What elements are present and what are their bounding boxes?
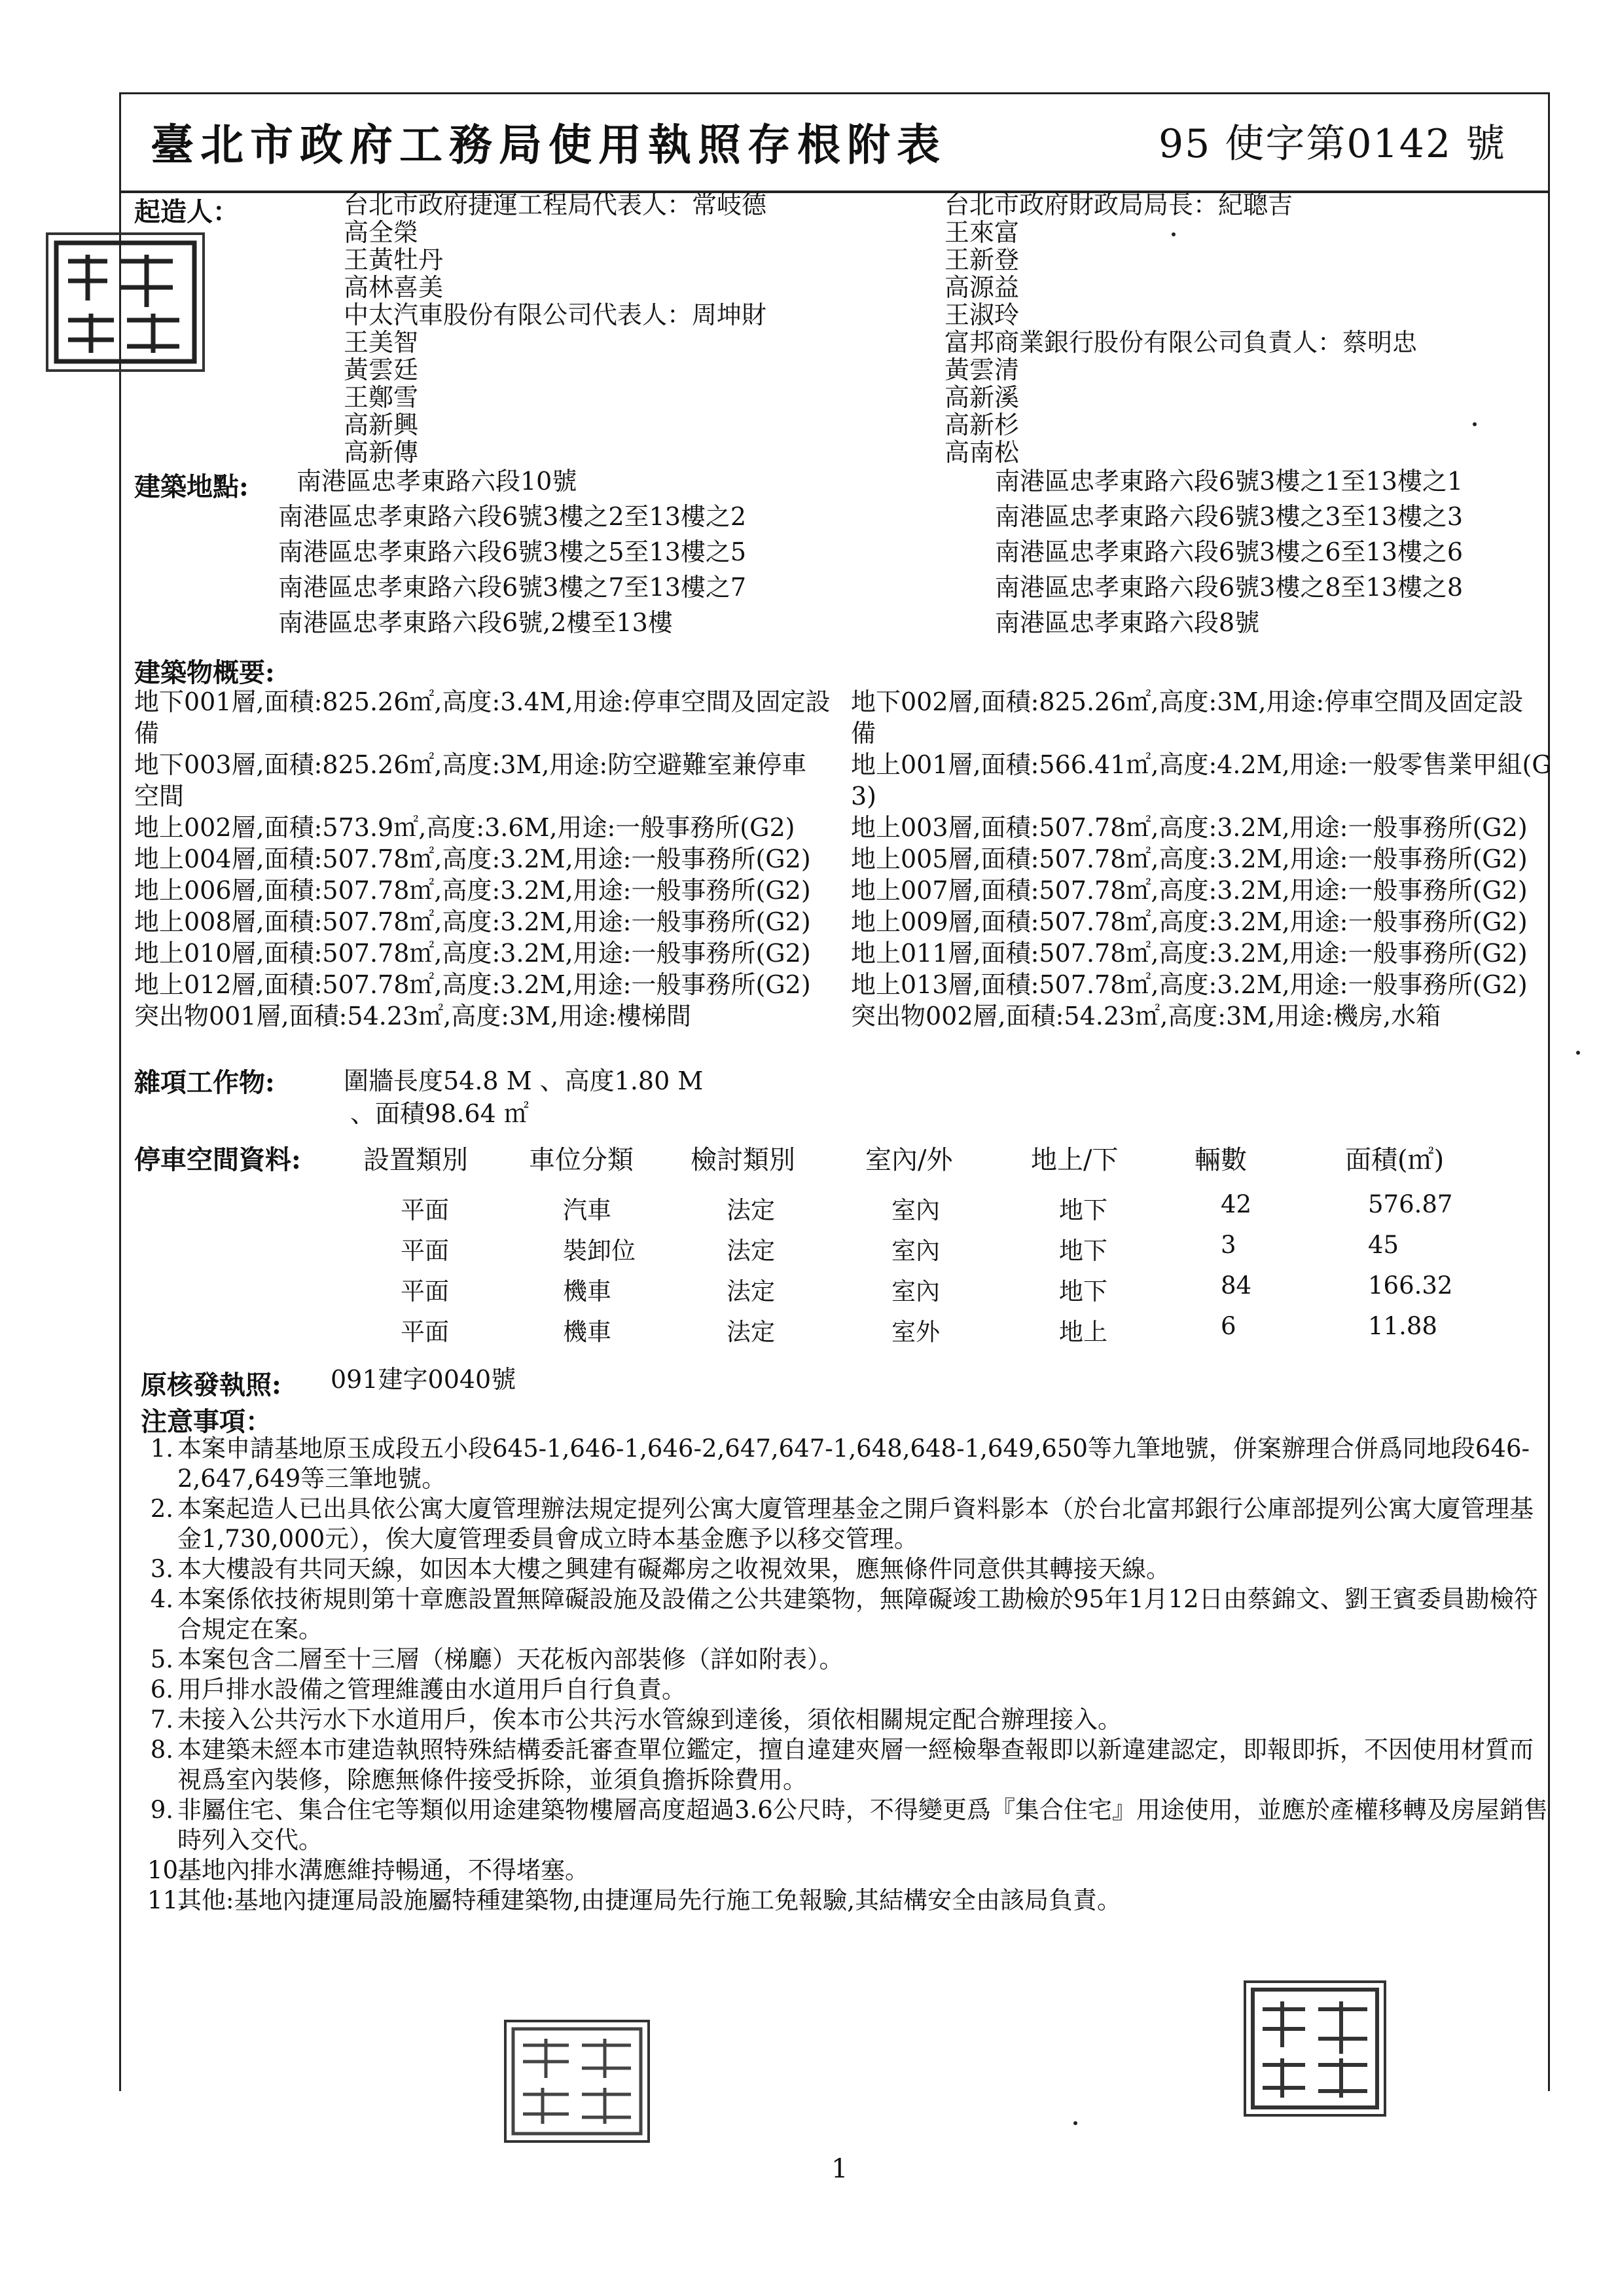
table-cell: 6 [1221,1312,1236,1340]
parking-header: 地上/下 [1031,1145,1119,1175]
floor-entry: 地上011層,面積:507.78㎡,高度:3.2M,用途:一般事務所(G2) [851,939,1528,968]
applicant-name: 高全榮 [344,218,419,247]
original-permit-label: 原核發執照: [141,1370,281,1400]
parking-header: 設置類別 [363,1145,468,1175]
applicant-name: 高林喜美 [344,273,444,302]
seal-stamp-bottom-right [1244,1980,1386,2117]
scan-speck [1172,232,1176,236]
notes-label: 注意事項： [141,1406,272,1437]
table-cell: 法定 [727,1318,775,1346]
scan-speck [1473,422,1477,426]
parking-header: 車位分類 [529,1145,634,1175]
list-item: 11. 其他:基地內捷運局設施屬特種建築物,由捷運局先行施工免報驗,其結構安全由該局負責。 [147,1886,1121,1914]
table-cell: 平面 [401,1318,449,1346]
location-item: 南港區忠孝東路六段6號3樓之6至13樓之6 [995,538,1464,566]
table-cell: 3 [1221,1231,1236,1259]
floor-entry: 地上012層,面積:507.78㎡,高度:3.2M,用途:一般事務所(G2) [134,970,811,999]
table-cell: 室內 [891,1237,940,1265]
location-item: 南港區忠孝東路六段6號,2樓至13樓 [278,608,673,637]
location-item: 南港區忠孝東路六段8號 [995,608,1260,637]
table-cell: 室外 [891,1318,940,1346]
floor-entry: 備 [134,719,160,748]
applicant-name: 中太汽車股份有限公司代表人：周坤財 [344,301,767,329]
applicant-name: 高新傳 [344,438,419,467]
original-permit-value: 091建字0040號 [331,1365,516,1394]
location-label: 建築地點: [134,471,249,502]
notes-list [147,1434,1548,1916]
table-cell: 地下 [1059,1277,1107,1305]
permit-number: 95 使字第0142 號 [1159,121,1507,167]
applicants-right-list [944,191,1417,466]
list-item: 8. 本建築未經本市建造執照特殊結構委託審查單位鑑定，擅自違建夾層一經檢舉查報即以新違建認定，即報即拆，不因使用材質而視爲室內裝修，除應無條件接受拆除，並須負擔拆除費用。 [150,1736,1534,1794]
floor-entry: 地上003層,面積:507.78㎡,高度:3.2M,用途:一般事務所(G2) [851,813,1528,842]
seal-stamp-left [46,232,205,372]
floor-entry: 突出物001層,面積:54.23㎡,高度:3M,用途:樓梯間 [134,1002,692,1030]
table-cell: 室內 [891,1277,940,1305]
overview-label: 建築物概要: [134,657,275,688]
list-item: 7. 未接入公共污水下水道用戶，俟本市公共污水管線到達後，須依相關規定配合辦理接入。 [150,1705,1122,1734]
floor-entry: 地上009層,面積:507.78㎡,高度:3.2M,用途:一般事務所(G2) [851,907,1528,936]
applicant-name: 台北市政府財政局局長：紀聰吉 [944,191,1293,219]
list-item: 1. 本案申請基地原玉成段五小段645-1,646-1,646-2,647,647-1,648,648-1,649,650等九筆地號，併案辦理合併爲同地段646-2,647,649等三筆地號。 [150,1434,1530,1493]
table-cell: 地下 [1059,1196,1107,1224]
location-item: 南港區忠孝東路六段6號3樓之8至13樓之8 [995,573,1464,602]
table-cell: 汽車 [563,1196,611,1224]
table-cell: 576.87 [1368,1190,1453,1218]
applicants-left-list [344,191,766,466]
applicant-name: 王黃牡丹 [344,246,444,274]
floor-entry: 備 [851,719,876,748]
applicant-name: 富邦商業銀行股份有限公司負責人：蔡明忠 [944,328,1418,357]
floor-entry: 地上013層,面積:507.78㎡,高度:3.2M,用途:一般事務所(G2) [851,970,1528,999]
overview-left-col [134,686,830,1032]
parking-header: 室內/外 [865,1145,953,1175]
list-item: 2. 本案起造人已出具依公寓大廈管理辦法規定提列公寓大廈管理基金之開戶資料影本（於台北富邦銀行公庫部提列公寓大廈管理基金1,730,000元），俟大廈管理委員會成立時本基金應予以移交管理。 [150,1495,1534,1553]
floor-entry: 地上002層,面積:573.9㎡,高度:3.6M,用途:一般事務所(G2) [134,813,795,842]
location-item: 南港區忠孝東路六段6號3樓之3至13樓之3 [995,502,1464,531]
misc-line-1: 圍牆長度54.8 M 、高度1.80 M [344,1066,704,1095]
table-cell: 機車 [563,1318,611,1346]
table-cell: 地下 [1059,1237,1107,1265]
list-item: 9. 非屬住宅、集合住宅等類似用途建築物樓層高度超過3.6公尺時，不得變更爲『集合住宅』用途使用，並應於產權移轉及房屋銷售時列入交代。 [150,1796,1548,1854]
floor-entry: 地上001層,面積:566.41㎡,高度:4.2M,用途:一般零售業甲組(G [851,750,1552,779]
floor-entry: 地上006層,面積:507.78㎡,高度:3.2M,用途:一般事務所(G2) [134,876,811,905]
floor-entry: 地下002層,面積:825.26㎡,高度:3M,用途:停車空間及固定設 [851,687,1524,716]
table-cell: 地上 [1059,1318,1107,1346]
table-cell: 機車 [563,1277,611,1305]
location-item: 南港區忠孝東路六段6號3樓之2至13樓之2 [278,502,747,531]
misc-label: 雜項工作物: [134,1067,275,1098]
floor-entry: 地下003層,面積:825.26㎡,高度:3M,用途:防空避難室兼停車 [134,750,807,779]
applicant-name: 王淑玲 [944,301,1020,329]
applicant-name: 高南松 [944,438,1020,467]
page-title: 臺北市政府工務局使用執照存根附表 [151,119,946,170]
table-cell: 84 [1221,1271,1252,1300]
misc-line-2: 、面積98.64 ㎡ [350,1099,529,1128]
list-item: 3. 本大樓設有共同天線，如因本大樓之興建有礙鄰房之收視效果，應無條件同意供其轉接天線。 [150,1555,1170,1583]
list-item: 5. 本案包含二層至十三層（梯廳）天花板內部裝修（詳如附表）。 [150,1645,844,1673]
list-item: 4. 本案係依技術規則第十章應設置無障礙設施及設備之公共建築物，無障礙竣工勘檢於95年1月12日由蔡錦文、劉王賓委員勘檢符合規定在案。 [150,1585,1538,1643]
scan-speck [1576,1051,1580,1055]
list-item: 10. 基地內排水溝應維持暢通，不得堵塞。 [147,1856,589,1884]
floor-entry: 地上008層,面積:507.78㎡,高度:3.2M,用途:一般事務所(G2) [134,907,811,936]
table-cell: 平面 [401,1196,449,1224]
location-item: 南港區忠孝東路六段6號3樓之1至13樓之1 [995,467,1464,496]
floor-entry: 地下001層,面積:825.26㎡,高度:3.4M,用途:停車空間及固定設 [134,687,831,716]
parking-label: 停車空間資料: [134,1144,301,1175]
table-cell: 平面 [401,1277,449,1305]
table-cell: 166.32 [1368,1271,1453,1300]
seal-stamp-bottom-left [504,2020,650,2143]
table-cell: 42 [1221,1190,1252,1218]
parking-header: 輛數 [1195,1145,1247,1175]
floor-entry: 地上005層,面積:507.78㎡,高度:3.2M,用途:一般事務所(G2) [851,845,1528,873]
list-item: 6. 用戶排水設備之管理維護由水道用戶自行負責。 [150,1675,686,1704]
applicant-name: 高新興 [344,410,419,439]
parking-header: 檢討類別 [691,1145,795,1175]
applicant-name: 高源益 [944,273,1020,302]
applicant-name: 台北市政府捷運工程局代表人：常岐德 [344,191,767,219]
applicant-name: 黃雲廷 [344,355,419,384]
table-cell: 45 [1368,1231,1399,1259]
applicants-label: 起造人： [134,196,239,227]
applicant-name: 黃雲清 [944,355,1020,384]
overview-right-col [851,686,1552,1032]
floor-entry: 地上004層,面積:507.78㎡,高度:3.2M,用途:一般事務所(G2) [134,845,811,873]
floor-entry: 地上010層,面積:507.78㎡,高度:3.2M,用途:一般事務所(G2) [134,939,811,968]
applicant-name: 王鄭雪 [344,383,419,412]
applicant-name: 王來富 [944,218,1020,247]
applicant-name: 王新登 [944,246,1020,274]
table-cell: 法定 [727,1237,775,1265]
floor-entry: 地上007層,面積:507.78㎡,高度:3.2M,用途:一般事務所(G2) [851,876,1528,905]
table-cell: 平面 [401,1237,449,1265]
applicant-name: 王美智 [344,328,419,357]
scan-speck [1073,2121,1077,2125]
table-cell: 法定 [727,1196,775,1224]
floor-entry: 3) [851,782,877,811]
table-cell: 法定 [727,1277,775,1305]
page-number: 1 [831,2154,848,2184]
location-item: 南港區忠孝東路六段6號3樓之7至13樓之7 [278,573,747,602]
location-item: 南港區忠孝東路六段10號 [297,467,577,496]
applicant-name: 高新杉 [944,410,1020,439]
location-item: 南港區忠孝東路六段6號3樓之5至13樓之5 [278,538,747,566]
table-cell: 裝卸位 [563,1237,636,1265]
table-cell: 11.88 [1368,1312,1437,1340]
floor-entry: 突出物002層,面積:54.23㎡,高度:3M,用途:機房,水箱 [851,1002,1441,1030]
table-cell: 室內 [891,1196,940,1224]
parking-header: 面積(㎡) [1345,1145,1445,1175]
floor-entry: 空間 [134,782,185,811]
applicant-name: 高新溪 [944,383,1020,412]
